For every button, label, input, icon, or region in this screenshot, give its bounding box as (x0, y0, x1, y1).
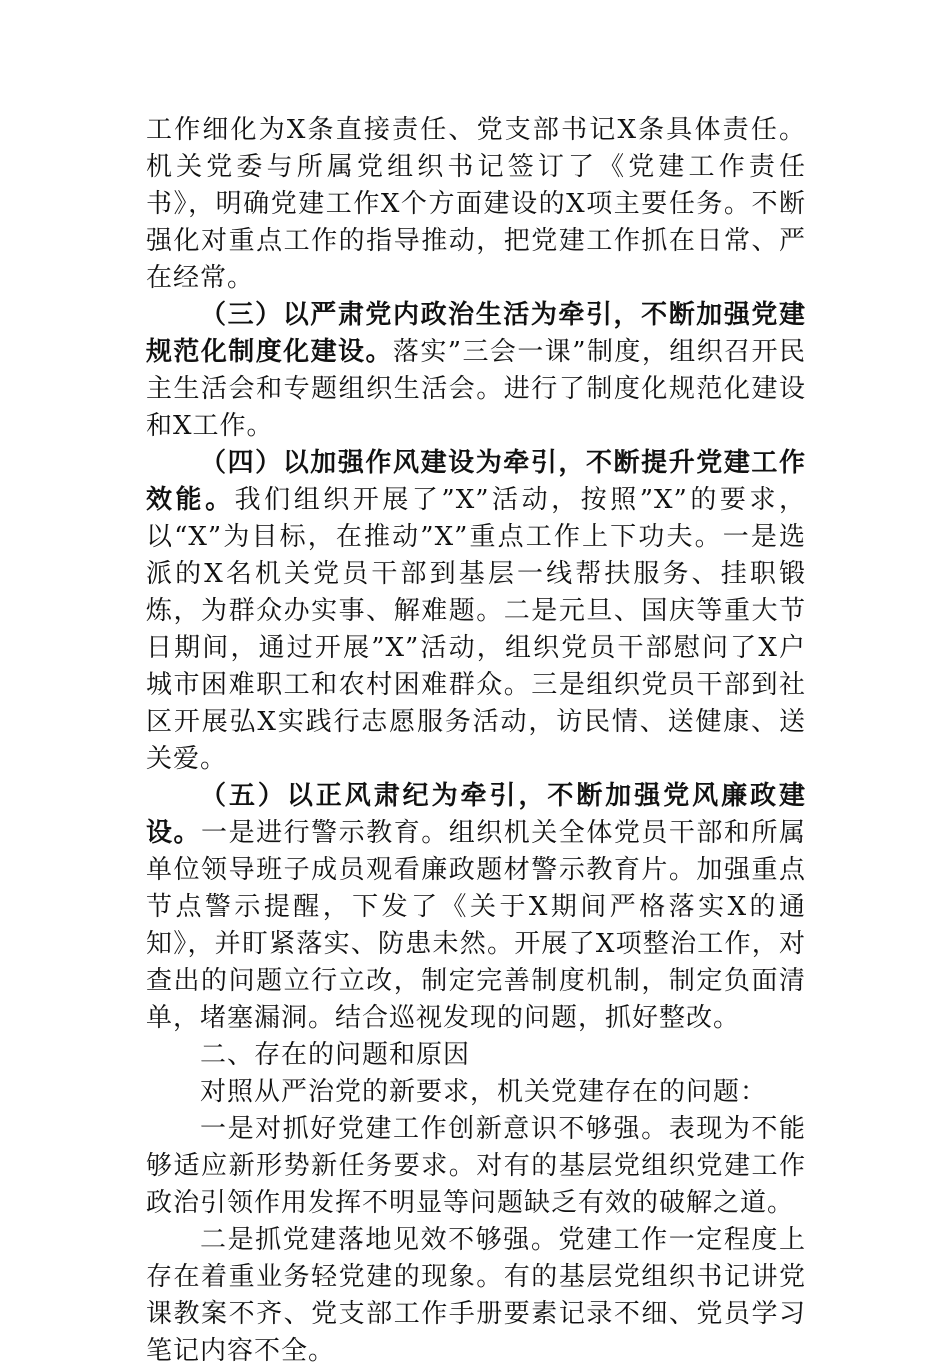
issue-item-two: 二是抓党建落地见效不够强。党建工作一定程度上存在着重业务轻党建的现象。有的基层党组织书记讲党课教案不齐、党支部工作手册要素记录不细、党员学习笔记内容不全。 (146, 1225, 806, 1366)
paragraph-text: 一是进行警示教育。组织机关全体党员干部和所属单位领导班子成员观看廉政题材警示教育片。加强重点节点警示提醒，下发了《关于X期间严格落实X的通知》，并盯紧落实、防患未然。开展了X项整治工作，对查出的问题立行立改，制定完善制度机制，制定负面清单，堵塞漏洞。结合巡视发现的问题，抓好整改。 (146, 818, 806, 1033)
paragraph-text: 工作细化为X条直接责任、党支部书记X条具体责任。机关党委与所属党组织书记签订了《党建工作责任书》，明确党建工作X个方面建设的X项主要任务。不断强化对重点工作的指导推动，把党建工作抓在日常、严在经常。 (146, 115, 806, 293)
issue-item-one: 一是对抓好党建工作创新意识不够强。表现为不能够适应新形势新任务要求。对有的基层党组织党建工作政治引领作用发挥不明显等问题缺乏有效的破解之道。 (146, 1114, 806, 1218)
section-heading-problems: 二、存在的问题和原因 (200, 1040, 471, 1070)
paragraph-section-four (146, 445, 806, 778)
section-three-heading: （三）以严肃党内政治生活为牵引，不断加强党建规范化制度化建设。 (146, 300, 806, 367)
section-five-heading: （五）以正风肃纪为牵引，不断加强党风廉政建设。 (146, 781, 806, 848)
paragraph-text: 我们组织开展了”X”活动，按照”X”的要求，以“X”为目标，在推动”X”重点工作上下功夫。一是选派的X名机关党员干部到基层一线帮扶服务、挂职锻炼，为群众办实事、解难题。二是元旦、国庆等重大节日期间，通过开展”X”活动，组织党员干部慰问了X户城市困难职工和农村困难群众。三是组织党员干部到社区开展弘X实践行志愿服务活动，访民情、送健康、送关爱。 (146, 485, 806, 774)
paragraph-section-three (146, 297, 806, 445)
document-body (146, 112, 806, 1370)
paragraph-text: 落实”三会一课”制度，组织召开民主生活会和专题组织生活会。进行了制度化规范化建设和X工作。 (146, 337, 806, 441)
section-four-heading: （四）以加强作风建设为牵引，不断提升党建工作效能。 (146, 448, 806, 515)
paragraph-responsibility (146, 112, 806, 297)
paragraph-section-five (146, 778, 806, 1037)
issues-intro: 对照从严治党的新要求，机关党建存在的问题： (200, 1077, 768, 1107)
